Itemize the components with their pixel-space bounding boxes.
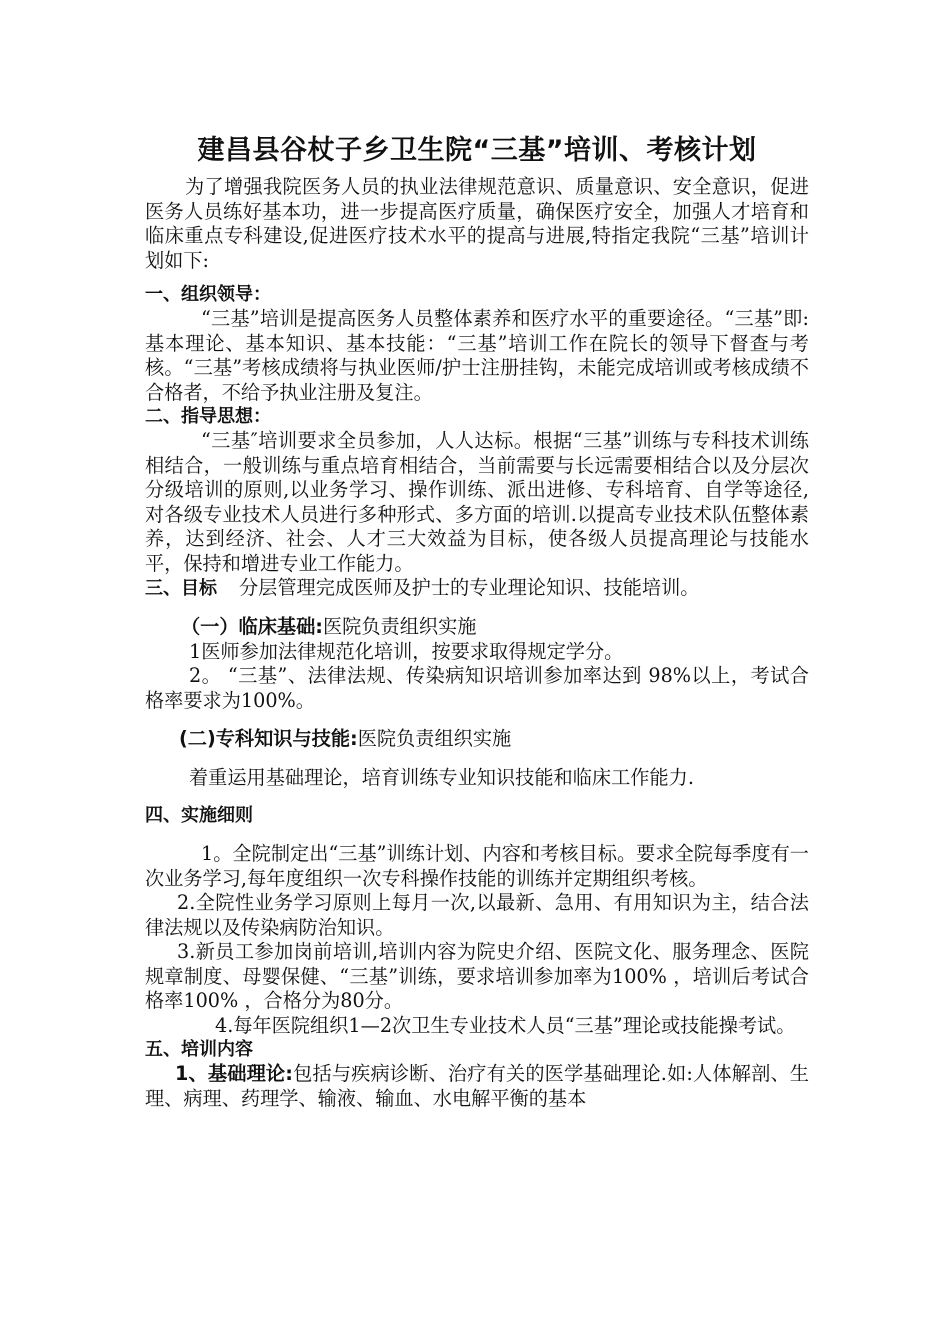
section-2-heading: 二、指导思想：	[145, 406, 271, 427]
section-3-sub1-item1: 1医师参加法律规范化培训，按要求取得规定学分。	[189, 639, 624, 663]
section-1-heading: 一、组织领导：	[145, 284, 271, 305]
document-title: 建昌县谷杖子乡卫生院“三基”培训、考核计划	[197, 135, 757, 166]
section-5-item1-text: 包括与疾病诊断、治疗有关的医学基础理论.如:人体解剖、生理、病理、药理学、输液、输血、水电解平衡的基本	[145, 1062, 809, 1110]
section-3-sub2-item1: 着重运用基础理论，培育训练专业知识技能和临床工作能力.	[189, 765, 694, 789]
section-3-heading-line	[145, 576, 809, 601]
section-3-goal: 分层管理完成医师及护士的专业理论知识、技能培训。	[239, 576, 700, 599]
section-3-sub2-label: (二)专科知识与技能:	[179, 727, 358, 750]
section-4-item4: 4.每年医院组织1—2次卫生专业技术人员“三基”理论或技能操考试。	[215, 1013, 796, 1037]
section-3-sub1-label: （一）临床基础:	[181, 615, 323, 638]
section-4-item2: 2.全院性业务学习原则上每月一次,以最新、急用、有用知识为主，结合法律法规以及传染病防治知识。	[145, 891, 809, 939]
section-4-item3: 3.新员工参加岗前培训,培训内容为院史介绍、医院文化、服务理念、医院规章制度、母婴保健、“三基”训练，要求培训参加率为100% ，培训后考试合格率100% ，合格分为80分。	[145, 940, 809, 1012]
section-1-body: “三基”培训是提高医务人员整体素养和医疗水平的重要途径。“三基”即:基本理论、基本知识、基本技能：“三基”培训工作在院长的领导下督查与考核。“三基”考核成绩将与执业医师/护士注册挂钩，未能完成培训或考核成绩不合格者，不给予执业注册及复注。	[145, 307, 809, 404]
section-3-sub1-item2: 2。 “三基”、法律法规、传染病知识培训参加率达到 98%以上，考试合格率要求为100%。	[145, 664, 809, 712]
section-3-heading: 三、目标	[145, 578, 217, 599]
section-3-sub1-text: 医院负责组织实施	[323, 615, 477, 638]
section-3-sub2-text: 医院负责组织实施	[357, 727, 512, 750]
section-4-item1: 1。全院制定出“三基”训练计划、内容和考核目标。要求全院每季度有一次业务学习,每年度组织一次专科操作技能的训练并定期组织考核。	[145, 842, 809, 890]
section-4-heading: 四、实施细则	[145, 805, 253, 826]
section-3-sub1	[145, 615, 809, 640]
intro-paragraph: 为了增强我院医务人员的执业法律规范意识、质量意识、安全意识，促进医务人员练好基本功，进一步提高医疗质量，确保医疗安全，加强人才培育和临床重点专科建设,促进医疗技术水平的提高与进展,特指定我院“三基”培训计划如下:	[145, 175, 809, 272]
section-5-item1	[145, 1062, 809, 1111]
section-5-item1-label: 1、基础理论:	[175, 1062, 293, 1085]
section-2-body: “三基″培训要求全员参加，人人达标。根据“三基”训练与专科技术训练相结合，一般训练与重点培育相结合，当前需要与长远需要相结合以及分层次分级培训的原则,以业务学习、操作训练、派出进修、专科培育、自学等途径,对各级专业技术人员进行多种形式、多方面的培训.以提高专业技术队伍整体素养，达到经济、社会、人才三大效益为目标，使各级人员提高理论与技能水平，保持和增进专业工作能力。	[145, 429, 809, 575]
document-page	[145, 128, 809, 1111]
section-3-sub2	[145, 727, 809, 752]
section-5-heading: 五、培训内容	[145, 1039, 253, 1060]
